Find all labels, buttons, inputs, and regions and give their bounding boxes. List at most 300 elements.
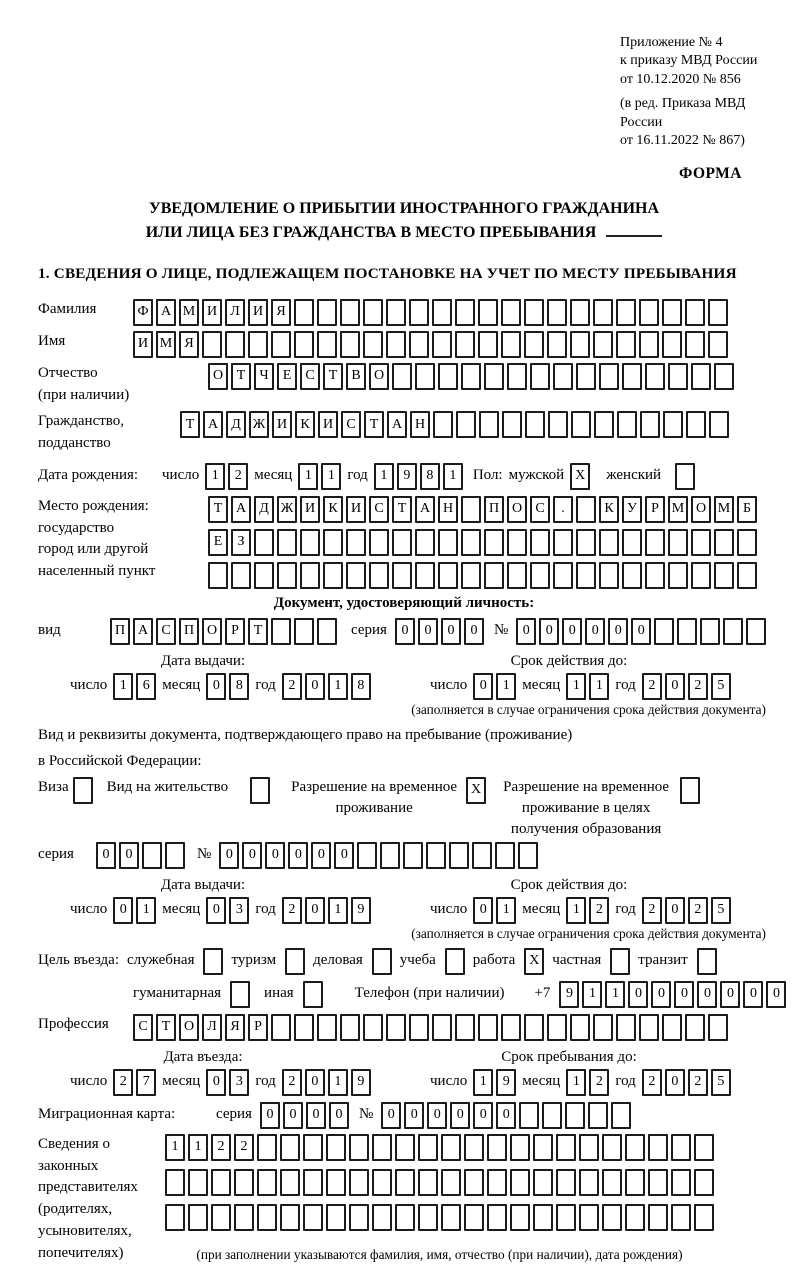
form-cell[interactable]: [737, 529, 757, 556]
form-cell[interactable]: 0: [473, 897, 493, 924]
form-cell[interactable]: [438, 562, 458, 589]
form-cell[interactable]: 0: [720, 981, 740, 1008]
form-cell[interactable]: Н: [410, 411, 430, 438]
form-cell[interactable]: [254, 562, 274, 589]
form-cell[interactable]: 2: [282, 1069, 302, 1096]
form-cell[interactable]: [441, 1169, 461, 1196]
form-cell[interactable]: [648, 1134, 668, 1161]
form-cell[interactable]: [547, 1014, 567, 1041]
form-cell[interactable]: 1: [321, 463, 341, 490]
form-cell[interactable]: X: [524, 948, 544, 975]
form-cell[interactable]: 8: [420, 463, 440, 490]
form-cell[interactable]: [671, 1134, 691, 1161]
form-cell[interactable]: [616, 331, 636, 358]
form-cell[interactable]: [599, 529, 619, 556]
form-cell[interactable]: [250, 777, 270, 804]
form-cell[interactable]: [445, 948, 465, 975]
form-cell[interactable]: [225, 331, 245, 358]
form-cell[interactable]: [438, 363, 458, 390]
form-cell[interactable]: [570, 299, 590, 326]
form-cell[interactable]: [507, 529, 527, 556]
form-cell[interactable]: [570, 331, 590, 358]
form-cell[interactable]: [694, 1204, 714, 1231]
form-cell[interactable]: Т: [156, 1014, 176, 1041]
form-cell[interactable]: Я: [179, 331, 199, 358]
form-cell[interactable]: О: [179, 1014, 199, 1041]
form-cell[interactable]: [415, 363, 435, 390]
form-cell[interactable]: [369, 562, 389, 589]
form-cell[interactable]: 0: [631, 618, 651, 645]
form-cell[interactable]: [588, 1102, 608, 1129]
form-cell[interactable]: 0: [697, 981, 717, 1008]
form-cell[interactable]: [142, 842, 162, 869]
form-cell[interactable]: 3: [229, 897, 249, 924]
form-cell[interactable]: 2: [228, 463, 248, 490]
form-cell[interactable]: [708, 299, 728, 326]
form-cell[interactable]: [685, 1014, 705, 1041]
form-cell[interactable]: [340, 331, 360, 358]
form-cell[interactable]: 0: [743, 981, 763, 1008]
form-cell[interactable]: 0: [665, 897, 685, 924]
form-cell[interactable]: [280, 1134, 300, 1161]
form-cell[interactable]: [611, 1102, 631, 1129]
form-cell[interactable]: 0: [206, 897, 226, 924]
form-cell[interactable]: [418, 1204, 438, 1231]
form-cell[interactable]: Т: [248, 618, 268, 645]
form-cell[interactable]: [395, 1169, 415, 1196]
form-cell[interactable]: [616, 299, 636, 326]
form-cell[interactable]: [363, 1014, 383, 1041]
form-cell[interactable]: К: [295, 411, 315, 438]
form-cell[interactable]: Р: [645, 496, 665, 523]
form-cell[interactable]: 2: [688, 897, 708, 924]
form-cell[interactable]: [708, 331, 728, 358]
form-cell[interactable]: О: [202, 618, 222, 645]
form-cell[interactable]: [208, 562, 228, 589]
form-cell[interactable]: 5: [711, 673, 731, 700]
form-cell[interactable]: [639, 331, 659, 358]
form-cell[interactable]: 7: [136, 1069, 156, 1096]
form-cell[interactable]: 0: [288, 842, 308, 869]
form-cell[interactable]: [487, 1204, 507, 1231]
form-cell[interactable]: [622, 529, 642, 556]
form-cell[interactable]: И: [272, 411, 292, 438]
form-cell[interactable]: [317, 618, 337, 645]
form-cell[interactable]: 0: [674, 981, 694, 1008]
form-cell[interactable]: 5: [711, 1069, 731, 1096]
form-cell[interactable]: 2: [113, 1069, 133, 1096]
form-cell[interactable]: [737, 562, 757, 589]
form-cell[interactable]: [671, 1204, 691, 1231]
form-cell[interactable]: И: [318, 411, 338, 438]
form-cell[interactable]: 1: [589, 673, 609, 700]
form-cell[interactable]: [645, 529, 665, 556]
form-cell[interactable]: .: [553, 496, 573, 523]
form-cell[interactable]: [73, 777, 93, 804]
form-cell[interactable]: [709, 411, 729, 438]
form-cell[interactable]: [303, 981, 323, 1008]
form-cell[interactable]: П: [179, 618, 199, 645]
form-cell[interactable]: Р: [225, 618, 245, 645]
form-cell[interactable]: [409, 1014, 429, 1041]
form-cell[interactable]: [461, 363, 481, 390]
form-cell[interactable]: 1: [566, 897, 586, 924]
form-cell[interactable]: [300, 529, 320, 556]
form-cell[interactable]: А: [203, 411, 223, 438]
form-cell[interactable]: З: [231, 529, 251, 556]
form-cell[interactable]: 0: [265, 842, 285, 869]
form-cell[interactable]: 0: [305, 1069, 325, 1096]
form-cell[interactable]: [323, 529, 343, 556]
form-cell[interactable]: [294, 1014, 314, 1041]
form-cell[interactable]: А: [231, 496, 251, 523]
form-cell[interactable]: [533, 1134, 553, 1161]
form-cell[interactable]: Т: [231, 363, 251, 390]
form-cell[interactable]: [501, 299, 521, 326]
form-cell[interactable]: [691, 562, 711, 589]
form-cell[interactable]: [294, 618, 314, 645]
form-cell[interactable]: Д: [226, 411, 246, 438]
form-cell[interactable]: [455, 299, 475, 326]
form-cell[interactable]: М: [179, 299, 199, 326]
form-cell[interactable]: [530, 529, 550, 556]
form-cell[interactable]: 9: [559, 981, 579, 1008]
form-cell[interactable]: [432, 299, 452, 326]
form-cell[interactable]: 2: [282, 673, 302, 700]
form-cell[interactable]: [372, 1134, 392, 1161]
form-cell[interactable]: [254, 529, 274, 556]
form-cell[interactable]: [271, 1014, 291, 1041]
form-cell[interactable]: 0: [539, 618, 559, 645]
form-cell[interactable]: [622, 363, 642, 390]
form-cell[interactable]: О: [507, 496, 527, 523]
form-cell[interactable]: [280, 1204, 300, 1231]
form-cell[interactable]: [403, 842, 423, 869]
form-cell[interactable]: [622, 562, 642, 589]
form-cell[interactable]: С: [341, 411, 361, 438]
form-cell[interactable]: [510, 1134, 530, 1161]
form-cell[interactable]: 2: [642, 897, 662, 924]
form-cell[interactable]: [317, 1014, 337, 1041]
form-cell[interactable]: Т: [323, 363, 343, 390]
form-cell[interactable]: 2: [688, 1069, 708, 1096]
form-cell[interactable]: Т: [180, 411, 200, 438]
form-cell[interactable]: [510, 1169, 530, 1196]
form-cell[interactable]: [556, 1134, 576, 1161]
form-cell[interactable]: [380, 842, 400, 869]
form-cell[interactable]: X: [466, 777, 486, 804]
form-cell[interactable]: 1: [566, 1069, 586, 1096]
form-cell[interactable]: Ч: [254, 363, 274, 390]
form-cell[interactable]: И: [202, 299, 222, 326]
form-cell[interactable]: [234, 1169, 254, 1196]
form-cell[interactable]: [415, 562, 435, 589]
form-cell[interactable]: [257, 1204, 277, 1231]
form-cell[interactable]: 9: [351, 1069, 371, 1096]
form-cell[interactable]: [625, 1204, 645, 1231]
form-cell[interactable]: [386, 1014, 406, 1041]
form-cell[interactable]: [714, 529, 734, 556]
form-cell[interactable]: [617, 411, 637, 438]
form-cell[interactable]: [593, 1014, 613, 1041]
form-cell[interactable]: [271, 331, 291, 358]
form-cell[interactable]: [579, 1204, 599, 1231]
form-cell[interactable]: [576, 496, 596, 523]
form-cell[interactable]: X: [570, 463, 590, 490]
form-cell[interactable]: Т: [208, 496, 228, 523]
form-cell[interactable]: [686, 411, 706, 438]
form-cell[interactable]: [230, 981, 250, 1008]
form-cell[interactable]: 0: [283, 1102, 303, 1129]
form-cell[interactable]: [392, 529, 412, 556]
form-cell[interactable]: [668, 529, 688, 556]
form-cell[interactable]: [599, 363, 619, 390]
form-cell[interactable]: [395, 1204, 415, 1231]
form-cell[interactable]: О: [369, 363, 389, 390]
form-cell[interactable]: О: [208, 363, 228, 390]
form-cell[interactable]: [349, 1134, 369, 1161]
form-cell[interactable]: 0: [119, 842, 139, 869]
form-cell[interactable]: 2: [589, 897, 609, 924]
form-cell[interactable]: [668, 562, 688, 589]
form-cell[interactable]: [553, 529, 573, 556]
form-cell[interactable]: [432, 331, 452, 358]
form-cell[interactable]: [525, 411, 545, 438]
form-cell[interactable]: [565, 1102, 585, 1129]
form-cell[interactable]: [579, 1169, 599, 1196]
form-cell[interactable]: [409, 299, 429, 326]
form-cell[interactable]: [165, 1204, 185, 1231]
form-cell[interactable]: Д: [254, 496, 274, 523]
form-cell[interactable]: [202, 331, 222, 358]
form-cell[interactable]: [530, 363, 550, 390]
form-cell[interactable]: [340, 299, 360, 326]
form-cell[interactable]: [501, 1014, 521, 1041]
form-cell[interactable]: [438, 529, 458, 556]
form-cell[interactable]: [303, 1204, 323, 1231]
form-cell[interactable]: [645, 363, 665, 390]
form-cell[interactable]: Б: [737, 496, 757, 523]
form-cell[interactable]: [357, 842, 377, 869]
form-cell[interactable]: В: [346, 363, 366, 390]
form-cell[interactable]: С: [300, 363, 320, 390]
form-cell[interactable]: [372, 1169, 392, 1196]
form-cell[interactable]: 0: [395, 618, 415, 645]
form-cell[interactable]: 8: [351, 673, 371, 700]
form-cell[interactable]: [478, 331, 498, 358]
form-cell[interactable]: [694, 1169, 714, 1196]
form-cell[interactable]: [484, 562, 504, 589]
form-cell[interactable]: 0: [329, 1102, 349, 1129]
form-cell[interactable]: 0: [464, 618, 484, 645]
form-cell[interactable]: [418, 1134, 438, 1161]
form-cell[interactable]: [602, 1204, 622, 1231]
form-cell[interactable]: [640, 411, 660, 438]
form-cell[interactable]: [519, 1102, 539, 1129]
form-cell[interactable]: 0: [305, 897, 325, 924]
form-cell[interactable]: [723, 618, 743, 645]
form-cell[interactable]: [386, 331, 406, 358]
form-cell[interactable]: 1: [443, 463, 463, 490]
form-cell[interactable]: 0: [473, 1102, 493, 1129]
form-cell[interactable]: 0: [441, 618, 461, 645]
form-cell[interactable]: [326, 1134, 346, 1161]
form-cell[interactable]: [553, 363, 573, 390]
form-cell[interactable]: 0: [418, 618, 438, 645]
form-cell[interactable]: [602, 1169, 622, 1196]
form-cell[interactable]: [386, 299, 406, 326]
form-cell[interactable]: [456, 411, 476, 438]
form-cell[interactable]: Т: [364, 411, 384, 438]
form-cell[interactable]: [479, 411, 499, 438]
form-cell[interactable]: [464, 1169, 484, 1196]
form-cell[interactable]: [579, 1134, 599, 1161]
form-cell[interactable]: [616, 1014, 636, 1041]
form-cell[interactable]: С: [530, 496, 550, 523]
form-cell[interactable]: [593, 299, 613, 326]
form-cell[interactable]: [507, 562, 527, 589]
form-cell[interactable]: [746, 618, 766, 645]
form-cell[interactable]: [294, 331, 314, 358]
form-cell[interactable]: Н: [438, 496, 458, 523]
form-cell[interactable]: К: [599, 496, 619, 523]
form-cell[interactable]: 1: [374, 463, 394, 490]
form-cell[interactable]: [188, 1169, 208, 1196]
form-cell[interactable]: [188, 1204, 208, 1231]
form-cell[interactable]: [602, 1134, 622, 1161]
form-cell[interactable]: 0: [496, 1102, 516, 1129]
form-cell[interactable]: [326, 1169, 346, 1196]
form-cell[interactable]: [418, 1169, 438, 1196]
form-cell[interactable]: [349, 1169, 369, 1196]
form-cell[interactable]: [317, 331, 337, 358]
form-cell[interactable]: [294, 299, 314, 326]
form-cell[interactable]: [675, 463, 695, 490]
form-cell[interactable]: [530, 562, 550, 589]
form-cell[interactable]: [203, 948, 223, 975]
form-cell[interactable]: [165, 842, 185, 869]
form-cell[interactable]: 0: [766, 981, 786, 1008]
form-cell[interactable]: С: [133, 1014, 153, 1041]
form-cell[interactable]: Я: [271, 299, 291, 326]
form-cell[interactable]: [363, 299, 383, 326]
form-cell[interactable]: 1: [136, 897, 156, 924]
form-cell[interactable]: Л: [225, 299, 245, 326]
form-cell[interactable]: [694, 1134, 714, 1161]
form-cell[interactable]: 2: [211, 1134, 231, 1161]
form-cell[interactable]: [472, 842, 492, 869]
form-cell[interactable]: 0: [113, 897, 133, 924]
form-cell[interactable]: [461, 496, 481, 523]
form-cell[interactable]: 0: [381, 1102, 401, 1129]
form-cell[interactable]: 1: [566, 673, 586, 700]
form-cell[interactable]: [277, 529, 297, 556]
form-cell[interactable]: [524, 1014, 544, 1041]
form-cell[interactable]: 9: [397, 463, 417, 490]
form-cell[interactable]: [285, 948, 305, 975]
form-cell[interactable]: [576, 529, 596, 556]
form-cell[interactable]: 0: [562, 618, 582, 645]
form-cell[interactable]: [409, 331, 429, 358]
form-cell[interactable]: 1: [298, 463, 318, 490]
form-cell[interactable]: 0: [206, 1069, 226, 1096]
form-cell[interactable]: А: [156, 299, 176, 326]
form-cell[interactable]: 1: [605, 981, 625, 1008]
form-cell[interactable]: [671, 1169, 691, 1196]
form-cell[interactable]: [524, 331, 544, 358]
form-cell[interactable]: А: [415, 496, 435, 523]
form-cell[interactable]: 1: [328, 897, 348, 924]
form-cell[interactable]: [277, 562, 297, 589]
form-cell[interactable]: И: [346, 496, 366, 523]
form-cell[interactable]: 1: [188, 1134, 208, 1161]
form-cell[interactable]: 1: [496, 673, 516, 700]
form-cell[interactable]: [271, 618, 291, 645]
form-cell[interactable]: Е: [277, 363, 297, 390]
form-cell[interactable]: [455, 331, 475, 358]
form-cell[interactable]: [708, 1014, 728, 1041]
form-cell[interactable]: [369, 529, 389, 556]
form-cell[interactable]: 2: [234, 1134, 254, 1161]
form-cell[interactable]: [668, 363, 688, 390]
form-cell[interactable]: Ж: [249, 411, 269, 438]
form-cell[interactable]: [662, 1014, 682, 1041]
form-cell[interactable]: [461, 562, 481, 589]
form-cell[interactable]: [372, 948, 392, 975]
form-cell[interactable]: [625, 1169, 645, 1196]
form-cell[interactable]: [648, 1169, 668, 1196]
form-cell[interactable]: И: [300, 496, 320, 523]
form-cell[interactable]: [662, 299, 682, 326]
form-cell[interactable]: [714, 562, 734, 589]
form-cell[interactable]: И: [248, 299, 268, 326]
form-cell[interactable]: [639, 299, 659, 326]
form-cell[interactable]: [542, 1102, 562, 1129]
form-cell[interactable]: [685, 331, 705, 358]
form-cell[interactable]: [553, 562, 573, 589]
form-cell[interactable]: 0: [260, 1102, 280, 1129]
form-cell[interactable]: [680, 777, 700, 804]
form-cell[interactable]: [599, 562, 619, 589]
form-cell[interactable]: 2: [642, 673, 662, 700]
form-cell[interactable]: [487, 1134, 507, 1161]
form-cell[interactable]: 2: [589, 1069, 609, 1096]
form-cell[interactable]: 0: [311, 842, 331, 869]
form-cell[interactable]: 0: [305, 673, 325, 700]
form-cell[interactable]: О: [691, 496, 711, 523]
form-cell[interactable]: 1: [473, 1069, 493, 1096]
form-cell[interactable]: [395, 1134, 415, 1161]
form-cell[interactable]: [556, 1169, 576, 1196]
form-cell[interactable]: [317, 299, 337, 326]
form-cell[interactable]: 0: [404, 1102, 424, 1129]
form-cell[interactable]: [484, 529, 504, 556]
form-cell[interactable]: [487, 1169, 507, 1196]
form-cell[interactable]: 0: [219, 842, 239, 869]
form-cell[interactable]: [691, 363, 711, 390]
form-cell[interactable]: М: [714, 496, 734, 523]
form-cell[interactable]: 0: [585, 618, 605, 645]
form-cell[interactable]: [303, 1134, 323, 1161]
form-cell[interactable]: [685, 299, 705, 326]
form-cell[interactable]: 1: [496, 897, 516, 924]
form-cell[interactable]: [349, 1204, 369, 1231]
form-cell[interactable]: [691, 529, 711, 556]
form-cell[interactable]: [234, 1204, 254, 1231]
form-cell[interactable]: [639, 1014, 659, 1041]
form-cell[interactable]: 0: [665, 673, 685, 700]
form-cell[interactable]: [363, 331, 383, 358]
